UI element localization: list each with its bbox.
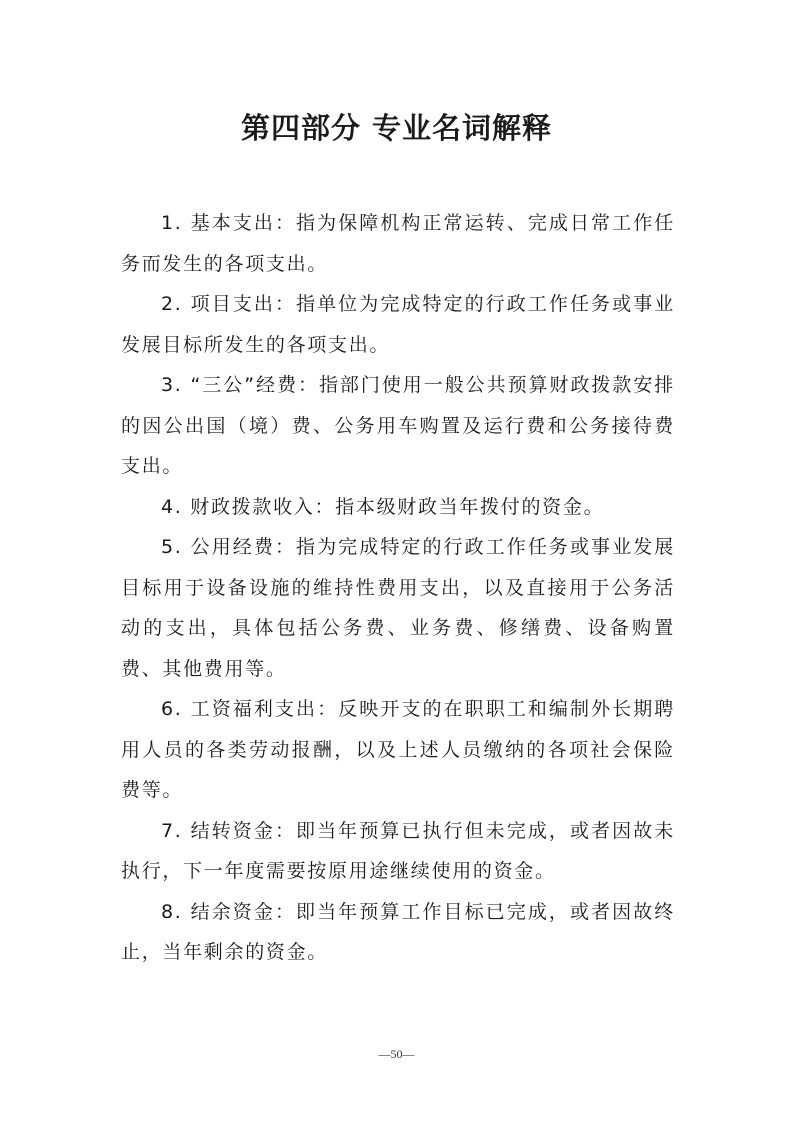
definition-term: 2. 项目支出： [161, 293, 297, 315]
definition-text: 即当年预算工作目标已完成，或者因故终止，当年剩余的资金。 [121, 900, 675, 963]
definition-paragraph [121, 689, 675, 811]
definition-term: 6. 工资福利支出： [161, 698, 339, 720]
definition-paragraph [121, 811, 675, 892]
definition-term: 5. 公用经费： [161, 536, 297, 558]
definition-term: 4. 财政拨款收入： [161, 495, 336, 518]
definition-paragraph [121, 487, 675, 528]
definition-paragraph [121, 527, 675, 689]
definition-text: 即当年预算已执行但未完成，或者因故未执行，下一年度需要按原用途继续使用的资金。 [121, 819, 675, 882]
definition-text: 指部门使用一般公共预算财政拨款安排的因公出国（境）费、公务用车购置及运行费和公务接待费支出。 [121, 374, 675, 477]
definition-text: 指为完成特定的行政工作任务或事业发展目标用于设备设施的维持性费用支出，以及直接用于公务活动的支出，具体包括公务费、业务费、修缮费、设备购置费、其他费用等。 [121, 536, 675, 680]
definition-text: 指单位为完成特定的行政工作任务或事业发展目标所发生的各项支出。 [121, 293, 675, 356]
definition-text: 反映开支的在职职工和编制外长期聘用人员的各类劳动报酬，以及上述人员缴纳的各项社会保险费等。 [121, 698, 675, 801]
definition-term: 7. 结转资金： [161, 819, 297, 842]
definition-term: 8. 结余资金： [161, 900, 297, 923]
definition-paragraph [121, 892, 675, 973]
page-title: 第四部分 专业名词解释 [240, 111, 553, 145]
definition-paragraph [121, 284, 675, 365]
definition-paragraph [121, 203, 675, 284]
page-number: —50— [378, 1047, 415, 1061]
definition-paragraph [121, 365, 675, 487]
definition-term: 1. 基本支出： [161, 212, 297, 234]
definitions-list [121, 203, 675, 973]
definition-text: 指本级财政当年拨付的资金。 [335, 495, 605, 518]
definition-text: 指为保障机构正常运转、完成日常工作任务而发生的各项支出。 [121, 212, 675, 275]
definition-term: 3. “三公”经费： [161, 374, 319, 396]
